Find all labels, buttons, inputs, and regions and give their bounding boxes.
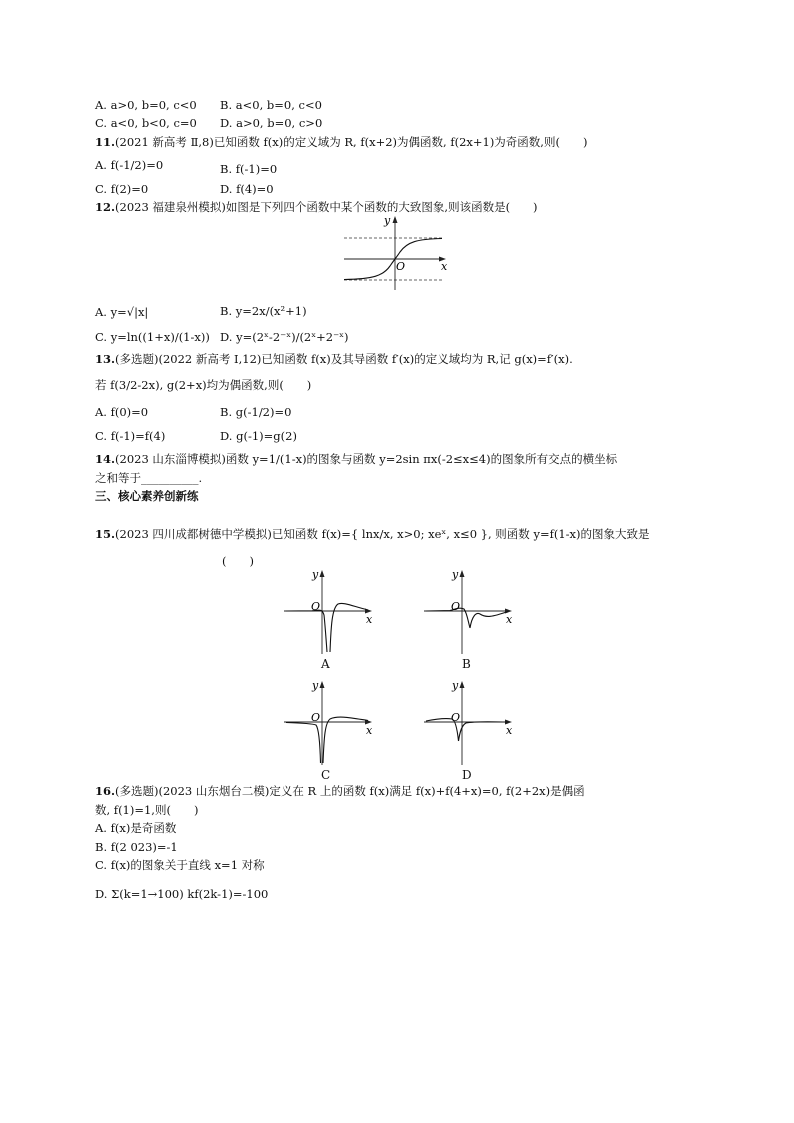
- q16-text1: (多选题)(2023 山东烟台二模)定义在 R 上的函数 f(x)满足 f(x)+f(4+x)=0, f(2+2x)是偶函: [115, 784, 585, 798]
- q16-stem-line1: [95, 784, 585, 799]
- q11-number: 11.: [95, 135, 116, 149]
- q15-graph-c: [282, 677, 374, 767]
- q12-option-c: C. y=ln((1+x)/(1-x)): [95, 330, 210, 344]
- curve-right: [470, 612, 508, 629]
- q16-number: 16.: [95, 784, 116, 798]
- curve-right: [459, 722, 509, 741]
- q12-graph: [338, 212, 458, 292]
- q13-number: 13.: [95, 352, 116, 366]
- q16-option-d: D. Σ(k=1→100) kf(2k-1)=-100: [95, 887, 269, 901]
- q11-stem: [95, 135, 587, 150]
- q15-graph-a: [282, 566, 374, 656]
- q11-option-c: C. f(2)=0: [95, 182, 149, 196]
- x-axis-label: x: [506, 724, 513, 737]
- q16-option-b: B. f(2 023)=-1: [95, 840, 178, 854]
- q15-text: (2023 四川成都树德中学模拟)已知函数 f(x)={ lnx/x, x>0; xeˣ, x≤0 }, 则函数 y=f(1-x)的图象大致是: [115, 527, 650, 541]
- q13-option-b: B. g(-1/2)=0: [220, 405, 292, 419]
- q11-option-d: D. f(4)=0: [220, 182, 274, 196]
- q14-stem-line1: [95, 452, 617, 467]
- q12-option-a: A. y=√|x|: [95, 305, 149, 319]
- q10-option-a: A. a>0, b=0, c<0: [95, 98, 197, 112]
- curve-left: [286, 610, 327, 652]
- curve-left: [286, 723, 321, 764]
- q11-text: (2021 新高考 Ⅱ,8)已知函数 f(x)的定义域为 R, f(x+2)为偶函数, f(2x+1)为奇函数,则( ): [115, 135, 588, 149]
- q15-label-c: C: [321, 768, 331, 782]
- origin-label: O: [311, 711, 321, 724]
- q12-text: (2023 福建泉州模拟)如图是下列四个函数中某个函数的大致图象,则该函数是( ): [115, 200, 538, 214]
- q15-label-b: B: [462, 657, 471, 671]
- y-axis-label: y: [312, 679, 319, 692]
- x-axis-label: x: [366, 613, 373, 626]
- y-axis-label: y: [312, 568, 319, 581]
- q15-label-a: A: [321, 657, 330, 671]
- origin-label: O: [451, 600, 461, 613]
- origin-label: O: [311, 600, 321, 613]
- q16-option-c: C. f(x)的图象关于直线 x=1 对称: [95, 858, 265, 872]
- q15-graph-b: [422, 566, 514, 656]
- y-axis-label: y: [384, 214, 391, 227]
- origin-label: O: [451, 711, 461, 724]
- q13-text1: (多选题)(2022 新高考 Ⅰ,12)已知函数 f(x)及其导函数 f′(x)的定义域均为 R,记 g(x)=f′(x).: [115, 352, 573, 366]
- q12-number: 12.: [95, 200, 116, 214]
- q14-number: 14.: [95, 452, 116, 466]
- q16-stem-line2: 数, f(1)=1,则( ): [95, 803, 199, 817]
- q16-option-a: A. f(x)是奇函数: [95, 821, 177, 835]
- q12-option-b: B. y=2x/(x²+1): [220, 304, 307, 318]
- x-axis-label: x: [366, 724, 373, 737]
- q12-option-d: D. y=(2ˣ-2⁻ˣ)/(2ˣ+2⁻ˣ): [220, 330, 349, 344]
- q12-stem: [95, 200, 538, 215]
- q13-option-c: C. f(-1)=f(4): [95, 429, 166, 443]
- q13-option-a: A. f(0)=0: [95, 405, 149, 419]
- section-title: 三、核心素养创新练: [95, 489, 199, 503]
- q14-text1: (2023 山东淄博模拟)函数 y=1/(1-x)的图象与函数 y=2sin πx(-2≤x≤4)的图象所有交点的横坐标: [115, 452, 618, 466]
- curve-right: [323, 717, 368, 763]
- q13-stem-line2: 若 f(3/2-2x), g(2+x)均为偶函数,则( ): [95, 378, 312, 392]
- y-axis-label: y: [452, 568, 459, 581]
- q11-option-b: B. f(-1)=0: [220, 162, 278, 176]
- origin-label: O: [396, 260, 406, 273]
- x-axis-label: x: [441, 260, 448, 273]
- x-axis-label: x: [506, 613, 513, 626]
- q11-option-a: A. f(-1/2)=0: [95, 158, 164, 172]
- q15-label-d: D: [462, 768, 472, 782]
- q15-answer-paren: ( ): [222, 554, 254, 568]
- y-axis-label: y: [452, 679, 459, 692]
- q15-number: 15.: [95, 527, 116, 541]
- q13-option-d: D. g(-1)=g(2): [220, 429, 297, 443]
- q15-stem: [95, 527, 650, 542]
- q10-option-d: D. a>0, b=0, c>0: [220, 116, 323, 130]
- q10-option-b: B. a<0, b=0, c<0: [220, 98, 322, 112]
- q10-option-c: C. a<0, b<0, c=0: [95, 116, 197, 130]
- q14-stem-line2: 之和等于__________.: [95, 471, 203, 485]
- q15-graph-d: [422, 677, 514, 767]
- q13-stem-line1: [95, 352, 573, 367]
